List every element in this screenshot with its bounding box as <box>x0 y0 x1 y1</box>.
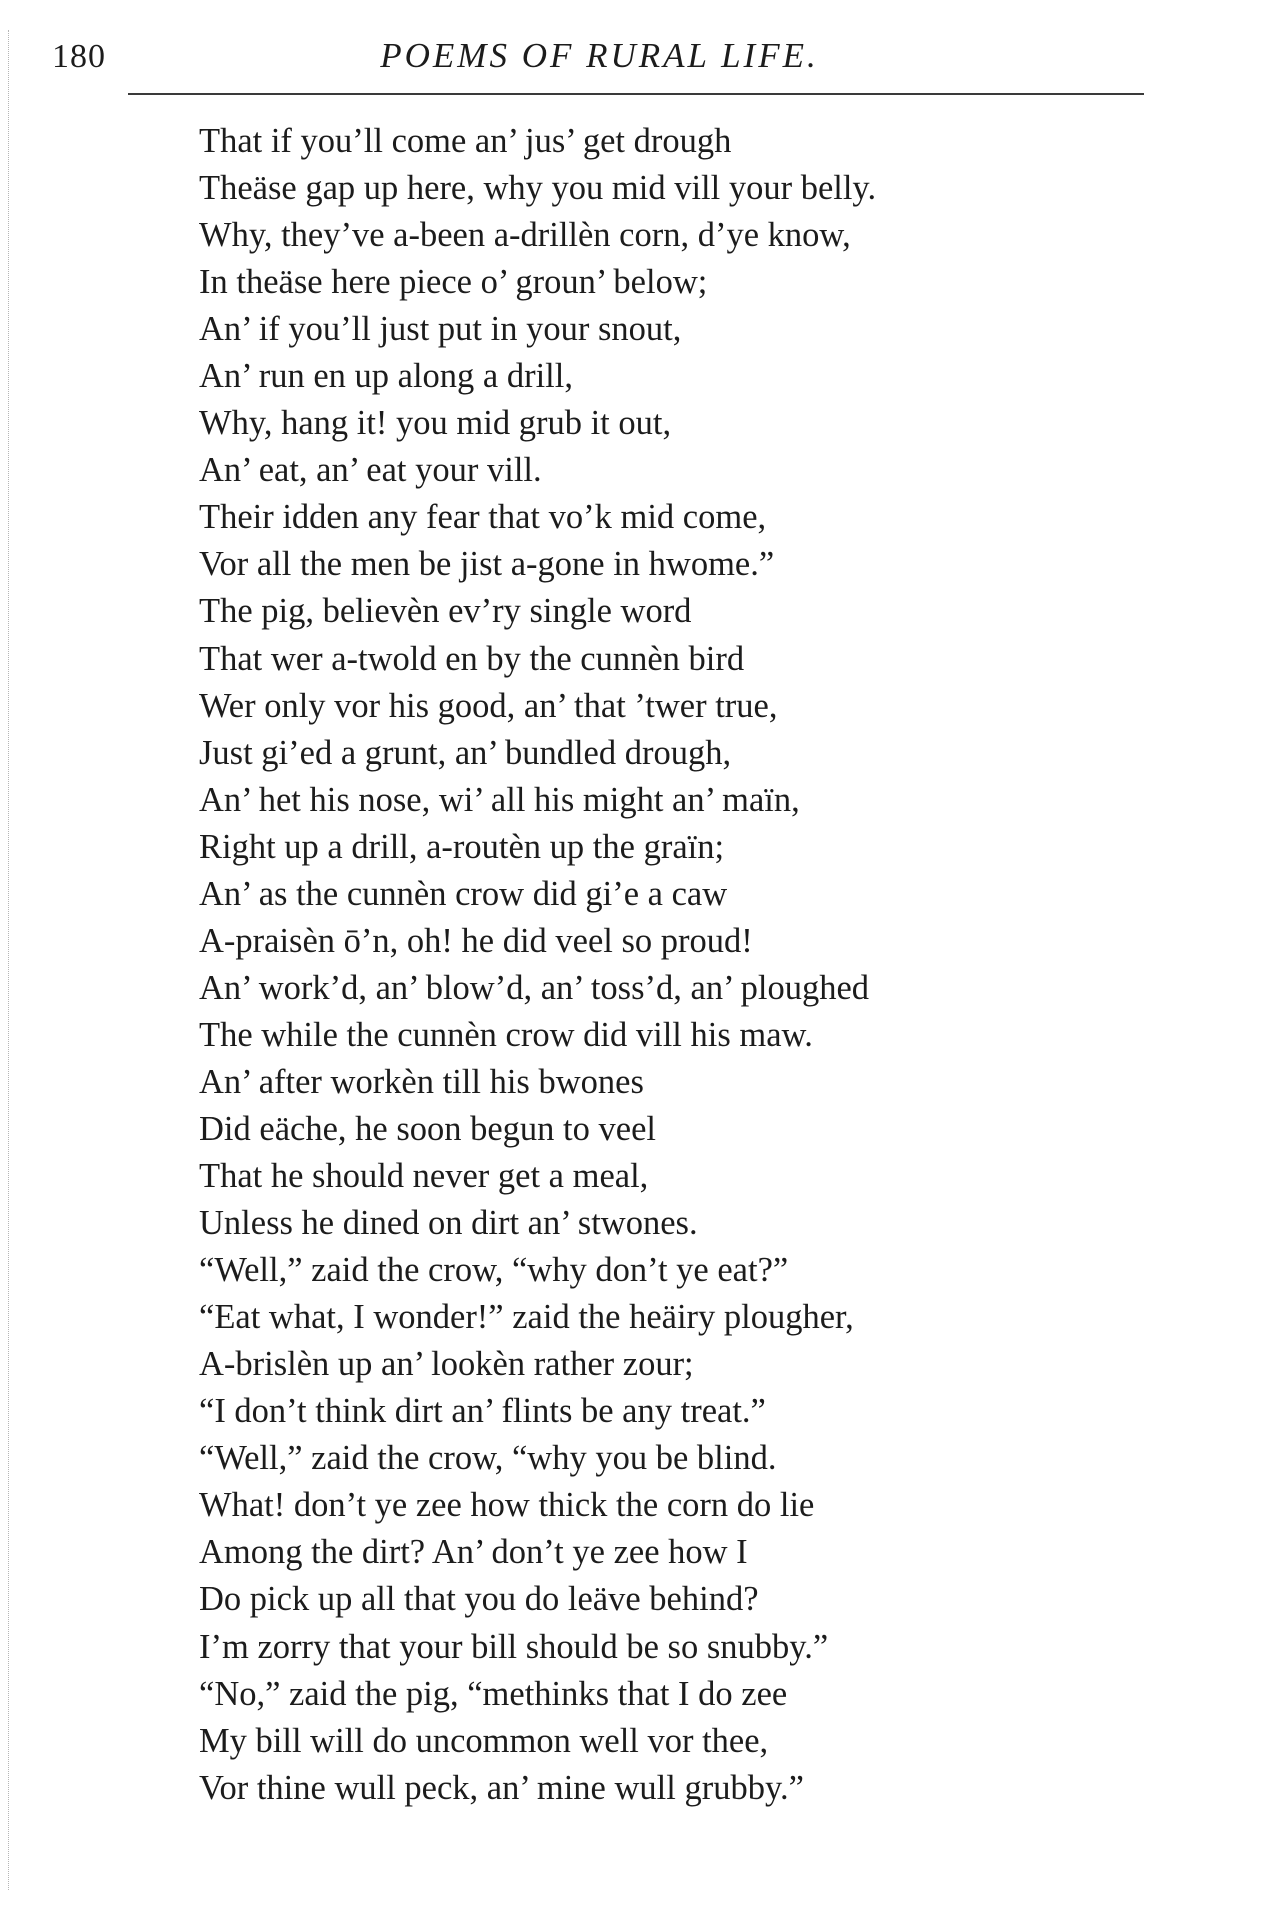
poem-line: An’ work’d, an’ blow’d, an’ toss’d, an’ ploughed <box>199 968 870 1007</box>
poem-line: “No,” zaid the pig, “methinks that I do zee <box>199 1674 788 1713</box>
poem-line: Vor all the men be jist a-gone in hwome.” <box>199 545 775 584</box>
poem-line: Right up a drill, a-routèn up the graïn; <box>199 827 725 866</box>
poem-line: My bill will do uncommon well vor thee, <box>199 1721 769 1760</box>
poem-line: I’m zorry that your bill should be so snubby.” <box>199 1627 829 1666</box>
poem-line: The pig, believèn ev’ry single word <box>199 592 692 631</box>
running-title: POEMS OF RURAL LIFE. <box>380 36 819 75</box>
poem-line: An’ if you’ll just put in your snout, <box>199 310 682 349</box>
poem-line: Just gi’ed a grunt, an’ bundled drough, <box>199 733 732 772</box>
poem-line: An’ after workèn till his bwones <box>199 1062 644 1101</box>
poem-line: Why, hang it! you mid grub it out, <box>199 404 672 443</box>
poem-line: In theäse here piece o’ groun’ below; <box>199 263 708 302</box>
poem-line: What! don’t ye zee how thick the corn do lie <box>199 1486 815 1525</box>
poem-line: “Well,” zaid the crow, “why you be blind. <box>199 1439 777 1478</box>
poem-line: Unless he dined on dirt an’ stwones. <box>199 1204 698 1243</box>
poem-line: A-praisèn ō’n, oh! he did veel so proud! <box>199 921 753 960</box>
poem-line: Why, they’ve a-been a-drillèn corn, d’ye know, <box>199 216 851 255</box>
poem-line: An’ eat, an’ eat your vill. <box>199 451 542 490</box>
poem-line: Do pick up all that you do leäve behind? <box>199 1580 759 1619</box>
poem-line: Theäse gap up here, why you mid vill your belly. <box>199 169 877 208</box>
poem-line: Vor thine wull peck, an’ mine wull grubby.” <box>199 1768 804 1807</box>
page-edge-dotted-line <box>8 30 9 1890</box>
poem-line: “Eat what, I wonder!” zaid the heäiry plougher, <box>199 1298 854 1337</box>
poem-line: Did eäche, he soon begun to veel <box>199 1109 656 1148</box>
poem-line: That he should never get a meal, <box>199 1157 649 1196</box>
poem-line: That if you’ll come an’ jus’ get drough <box>199 122 732 160</box>
header-rule <box>128 93 1144 95</box>
poem-line: Among the dirt? An’ don’t ye zee how I <box>199 1533 748 1572</box>
poem-body <box>199 118 1159 1812</box>
poem-line: The while the cunnèn crow did vill his maw. <box>199 1015 813 1054</box>
page-header <box>52 34 1147 84</box>
poem-line: “Well,” zaid the crow, “why don’t ye eat?” <box>199 1251 789 1290</box>
poem-line: That wer a-twold en by the cunnèn bird <box>199 639 745 678</box>
poem-line: Wer only vor his good, an’ that ’twer true, <box>199 686 778 725</box>
poem-line: “I don’t think dirt an’ flints be any treat.” <box>199 1392 766 1431</box>
page-number: 180 <box>52 38 106 75</box>
poem-line: An’ run en up along a drill, <box>199 357 573 396</box>
poem-line: Their idden any fear that vo’k mid come, <box>199 498 767 537</box>
poem-line: A-brislèn up an’ lookèn rather zour; <box>199 1345 694 1384</box>
poem-line: An’ as the cunnèn crow did gi’e a caw <box>199 874 728 913</box>
poem-line: An’ het his nose, wi’ all his might an’ maïn, <box>199 780 800 819</box>
